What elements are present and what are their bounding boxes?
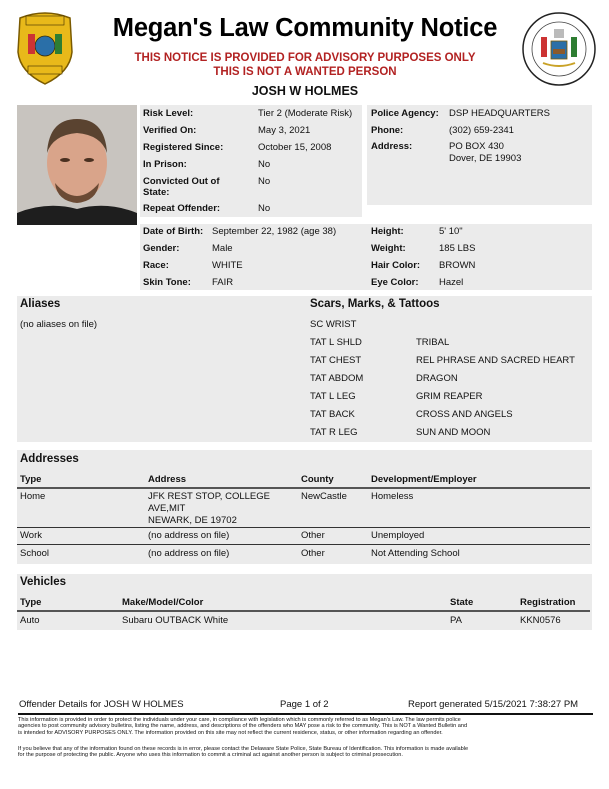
advisory-notice: THIS NOTICE IS PROVIDED FOR ADVISORY PURPOSES ONLY: [134, 52, 476, 64]
skin-tone-label: Skin Tone:: [143, 277, 191, 288]
eye-color-value: Hazel: [439, 277, 464, 288]
address-type: School: [20, 548, 50, 559]
address-employer: Not Attending School: [371, 548, 460, 559]
vehicles-panel: [17, 574, 592, 630]
row-divider: [17, 527, 590, 528]
agency-address-label: Address:: [371, 141, 413, 152]
weight-value: 185 LBS: [439, 243, 476, 254]
smt-desc: TRIBAL: [416, 337, 450, 348]
skin-tone-value: FAIR: [212, 277, 234, 288]
vehicle-type: Auto: [20, 615, 40, 626]
addresses-title: Addresses: [20, 453, 79, 465]
state-police-badge-logo: [14, 8, 76, 86]
vehicle-registration: KKN0576: [520, 615, 561, 626]
repeat-offender-label: Repeat Offender:: [143, 203, 221, 214]
disclaimer-line: is intended for ADVISORY PURPOSES ONLY. The information provided on this site may not reflect the current residence, status, or other information regarding an offender.: [18, 729, 443, 736]
footer-report-generated: Report generated 5/15/2021 7:38:27 PM: [408, 699, 579, 710]
vehicle-state: PA: [450, 615, 462, 626]
table-header-rule: [17, 487, 590, 489]
height-label: Height:: [371, 226, 404, 237]
convicted-out-of-state-value: No: [258, 176, 271, 187]
police-agency-value: DSP HEADQUARTERS: [449, 108, 551, 119]
dob-value: September 22, 1982 (age 38): [212, 226, 337, 237]
registered-since-label: Registered Since:: [143, 142, 224, 153]
in-prison-value: No: [258, 159, 271, 170]
race-label: Race:: [143, 260, 169, 271]
addresses-panel: [17, 450, 592, 564]
address-line: (no address on file): [148, 530, 230, 541]
vehicle-col-type: Type: [20, 597, 42, 608]
registered-since-value: October 15, 2008: [258, 142, 332, 153]
race-value: WHITE: [212, 260, 243, 271]
address-line: AVE,MIT: [148, 503, 186, 514]
smt-title: Scars, Marks, & Tattoos: [310, 298, 440, 310]
agency-address-line2: Dover, DE 19903: [449, 153, 522, 164]
vehicles-title: Vehicles: [20, 576, 67, 588]
aliases-title: Aliases: [20, 298, 61, 310]
smt-desc: REL PHRASE AND SACRED HEART: [416, 355, 575, 366]
vehicle-col-state: State: [450, 597, 474, 608]
eye-color-label: Eye Color:: [371, 277, 419, 288]
convicted-out-of-state-label: Convicted Out of State:: [143, 176, 220, 198]
address-type: Home: [20, 491, 46, 502]
disclaimer-line: This information is provided in order to protect the individuals under your care, in compliance with legislation which is commonly referred to as Megan's Law. The law permits police: [18, 717, 461, 723]
address-county: Other: [301, 530, 325, 541]
address-col-county: County: [301, 474, 334, 485]
address-line: NEWARK, DE 19702: [148, 515, 237, 526]
smt-desc: CROSS AND ANGELS: [416, 409, 513, 420]
address-employer: Unemployed: [371, 530, 425, 541]
in-prison-label: In Prison:: [143, 159, 187, 170]
smt-code: TAT L LEG: [310, 391, 356, 402]
address-county: Other: [301, 548, 325, 559]
risk-level-label: Risk Level:: [143, 108, 194, 119]
verified-on-value: May 3, 2021: [258, 125, 311, 136]
gender-label: Gender:: [143, 243, 180, 254]
gender-value: Male: [212, 243, 233, 254]
physical-description-panel: [140, 224, 592, 290]
weight-label: Weight:: [371, 243, 406, 254]
address-type: Work: [20, 530, 42, 541]
repeat-offender-value: No: [258, 203, 271, 214]
phone-label: Phone:: [371, 125, 404, 136]
address-line: (no address on file): [148, 548, 230, 559]
address-col-employer: Development/Employer: [371, 474, 477, 485]
smt-code: TAT L SHLD: [310, 337, 362, 348]
phone-value: (302) 659-2341: [449, 125, 514, 136]
aliases-and-marks-panel: [17, 296, 592, 442]
smt-desc: GRIM REAPER: [416, 391, 483, 402]
disclaimer-line: If you believe that any of the information found on these records is in error, please contact the Delaware State Police, State Bureau of Identification. This information is made available: [18, 746, 469, 752]
vehicle-make: Subaru OUTBACK White: [122, 615, 229, 626]
smt-code: TAT ABDOM: [310, 373, 364, 384]
hair-color-value: BROWN: [439, 260, 476, 271]
offender-photo: [17, 105, 137, 225]
disclaimer-line: for the purpose of protecting the public. Anyone who uses this information to commit a criminal act against another person is subject to criminal prosecution.: [18, 752, 403, 759]
smt-code: TAT BACK: [310, 409, 355, 420]
disclaimer-line: agencies to post community advisory bulletins, listing the name, address, and descriptions of the offenders who MAY pose a risk to the community. This is NOT a Wanted Bulletin and: [18, 723, 468, 730]
footer-offender-details: Offender Details for JOSH W HOLMES: [19, 699, 184, 710]
disclaimer-paragraph-1: [18, 717, 593, 736]
hair-color-label: Hair Color:: [371, 260, 421, 271]
smt-desc: DRAGON: [416, 373, 458, 384]
smt-code: TAT CHEST: [310, 355, 362, 366]
not-wanted-notice: THIS IS NOT A WANTED PERSON: [213, 66, 397, 78]
delaware-great-seal-logo: [521, 11, 597, 87]
police-agency-panel: [367, 105, 592, 205]
footer-page-number: Page 1 of 2: [280, 699, 329, 710]
vehicle-col-registration: Registration: [520, 597, 576, 608]
verified-on-label: Verified On:: [143, 125, 197, 136]
height-value: 5' 10": [439, 226, 463, 237]
footer-rule: [18, 713, 593, 715]
address-county: NewCastle: [301, 491, 347, 502]
address-col-address: Address: [148, 474, 187, 485]
aliases-empty: (no aliases on file): [20, 319, 98, 330]
smt-code: TAT R LEG: [310, 427, 358, 438]
offender-name: JOSH W HOLMES: [251, 84, 359, 98]
registration-status-panel: [140, 105, 362, 217]
row-divider: [17, 544, 590, 545]
vehicle-col-make: Make/Model/Color: [122, 597, 204, 608]
table-header-rule: [17, 610, 590, 612]
risk-level-value: Tier 2 (Moderate Risk): [258, 108, 353, 119]
disclaimer-paragraph-2: [18, 746, 593, 759]
address-line: JFK REST STOP, COLLEGE: [148, 491, 270, 502]
police-agency-label: Police Agency:: [371, 108, 439, 119]
smt-code: SC WRIST: [310, 319, 357, 330]
smt-desc: SUN AND MOON: [416, 427, 491, 438]
dob-label: Date of Birth:: [143, 226, 204, 237]
page-title: Megan's Law Community Notice: [112, 14, 498, 42]
address-col-type: Type: [20, 474, 42, 485]
agency-address-line1: PO BOX 430: [449, 141, 504, 152]
address-employer: Homeless: [371, 491, 414, 502]
